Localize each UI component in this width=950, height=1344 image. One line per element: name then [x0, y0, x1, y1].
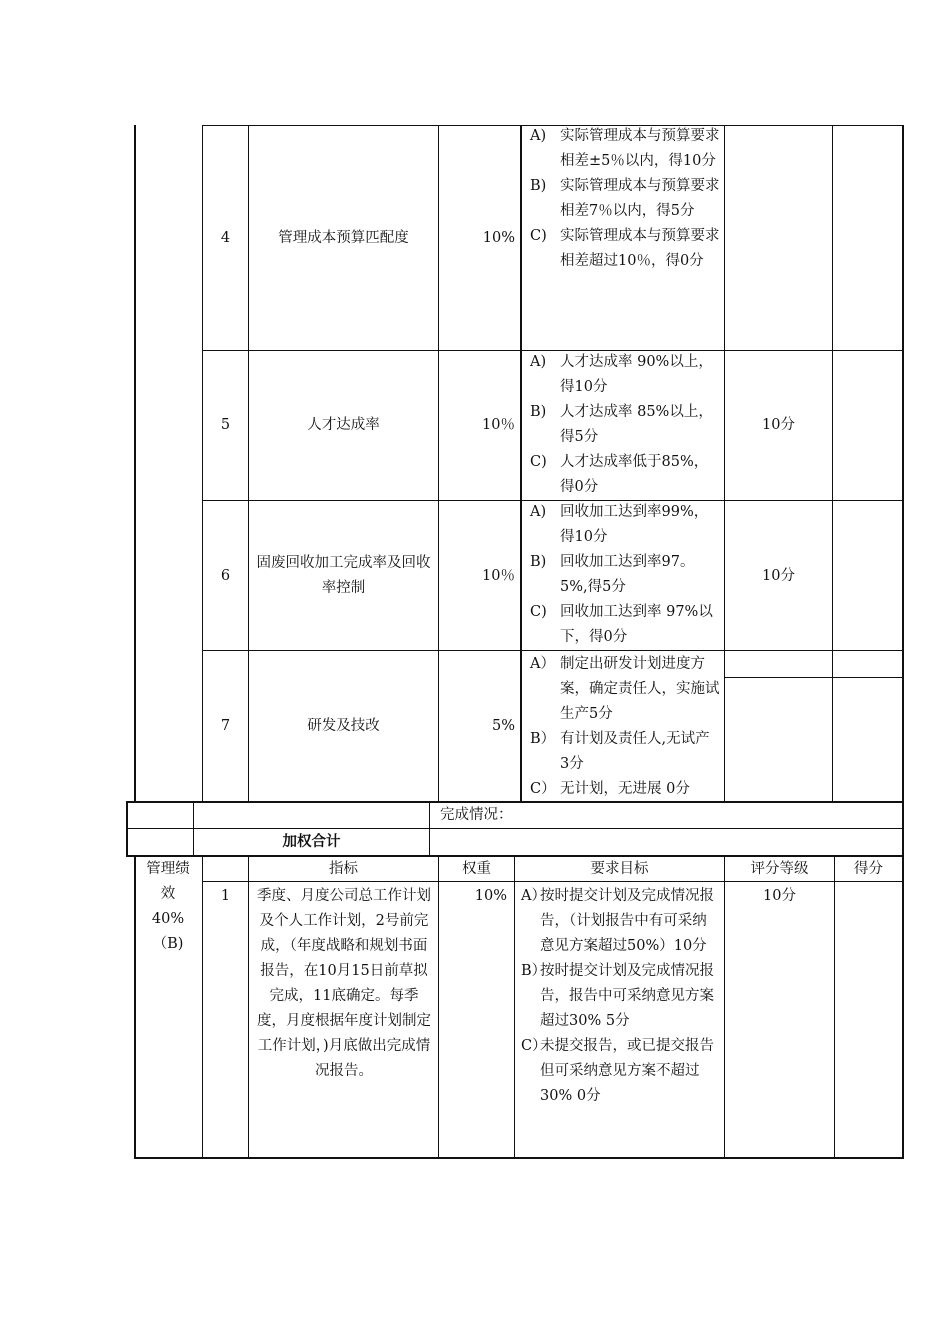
completion-label: 完成情况：: [440, 807, 513, 823]
criteria-item-c: C） 未提交报告，或已提交报告但可采纳意见方案不超过30% 0分: [521, 1038, 714, 1104]
mgmt-row-1-indicator: 季度、月度公司总工作计划及个人工作计划，2号前完成，（年度战略和规划书面报告，在10月15日前草拟完成，11底确定。每季度，月度根据年度计划制定工作计划，)月底做出完成情况报告。: [257, 888, 431, 1079]
criteria-item-b: B) 实际管理成本与预算要求相差7％以内，得5分: [530, 178, 720, 219]
criteria-item-b: B) 回收加工达到率97。5%,得5分: [530, 554, 695, 595]
row-6-criteria: [530, 500, 720, 650]
row-5-indicator: 人才达成率: [307, 417, 380, 433]
mgmt-row-1-grade: 10分: [763, 888, 796, 904]
mgmt-row-1-number: 1: [220, 888, 231, 904]
criteria-item-c: C） 无计划，无进展 0分: [530, 781, 690, 797]
criteria-item-a: A) 回收加工达到率99%，得10分: [530, 504, 709, 545]
row-6-number: 6: [220, 568, 231, 584]
criteria-item-c: C) 回收加工达到率 97%以下，得0分: [530, 604, 713, 645]
mgmt-row-1-weight: 10%: [474, 888, 507, 904]
row-6-grade: 10分: [762, 568, 795, 584]
row-6-weight: 10％: [482, 568, 515, 584]
row-5-weight: 10％: [482, 417, 515, 433]
criteria-item-a: A) 实际管理成本与预算要求相差±5％以内，得10分: [530, 128, 720, 169]
criteria-item-c: C) 实际管理成本与预算要求相差超过10％，得0分: [530, 228, 720, 269]
criteria-item-a: A） 制定出研发计划进度方案，确定责任人，实施试生产5分: [530, 656, 720, 722]
row-7-weight: 5%: [491, 718, 515, 734]
criteria-item-a: A） 按时提交计划及完成情况报告，（计划报告中有可采纳意见方案超过50%）10分: [521, 888, 714, 954]
row-7-criteria: [530, 652, 720, 802]
header-grade: 评分等级: [750, 861, 809, 877]
row-5-grade: 10分: [762, 417, 795, 433]
management-section-label: 管理绩效40%（B): [146, 861, 190, 952]
row-4-criteria: [530, 124, 720, 274]
criteria-item-a: A) 人才达成率 90%以上，得10分: [530, 354, 713, 395]
row-4-indicator: 管理成本预算匹配度: [278, 230, 409, 246]
criteria-item-b: B） 有计划及责任人,无试产 3分: [530, 731, 710, 772]
criteria-item-b: B） 按时提交计划及完成情况报告，报告中可采纳意见方案超过30% 5分: [521, 963, 714, 1029]
row-4-number: 4: [220, 230, 231, 246]
mgmt-row-1-criteria: [521, 884, 719, 1109]
row-5-criteria: [530, 350, 720, 500]
row-7-number: 7: [220, 718, 231, 734]
row-7-indicator: 研发及技改: [307, 718, 380, 734]
row-5-number: 5: [220, 417, 231, 433]
criteria-item-c: C) 人才达成率低于85%，得0分: [530, 454, 709, 495]
header-score: 得分: [854, 861, 883, 877]
criteria-item-b: B) 人才达成率 85%以上，得5分: [530, 404, 713, 445]
header-target: 要求目标: [590, 861, 649, 877]
header-indicator: 指标: [329, 861, 358, 877]
row-4-weight: 10%: [482, 230, 515, 246]
weighted-total-label: 加权合计: [282, 834, 341, 850]
header-weight: 权重: [462, 861, 491, 877]
row-6-indicator: 固废回收加工完成率及回收率控制: [256, 555, 431, 596]
